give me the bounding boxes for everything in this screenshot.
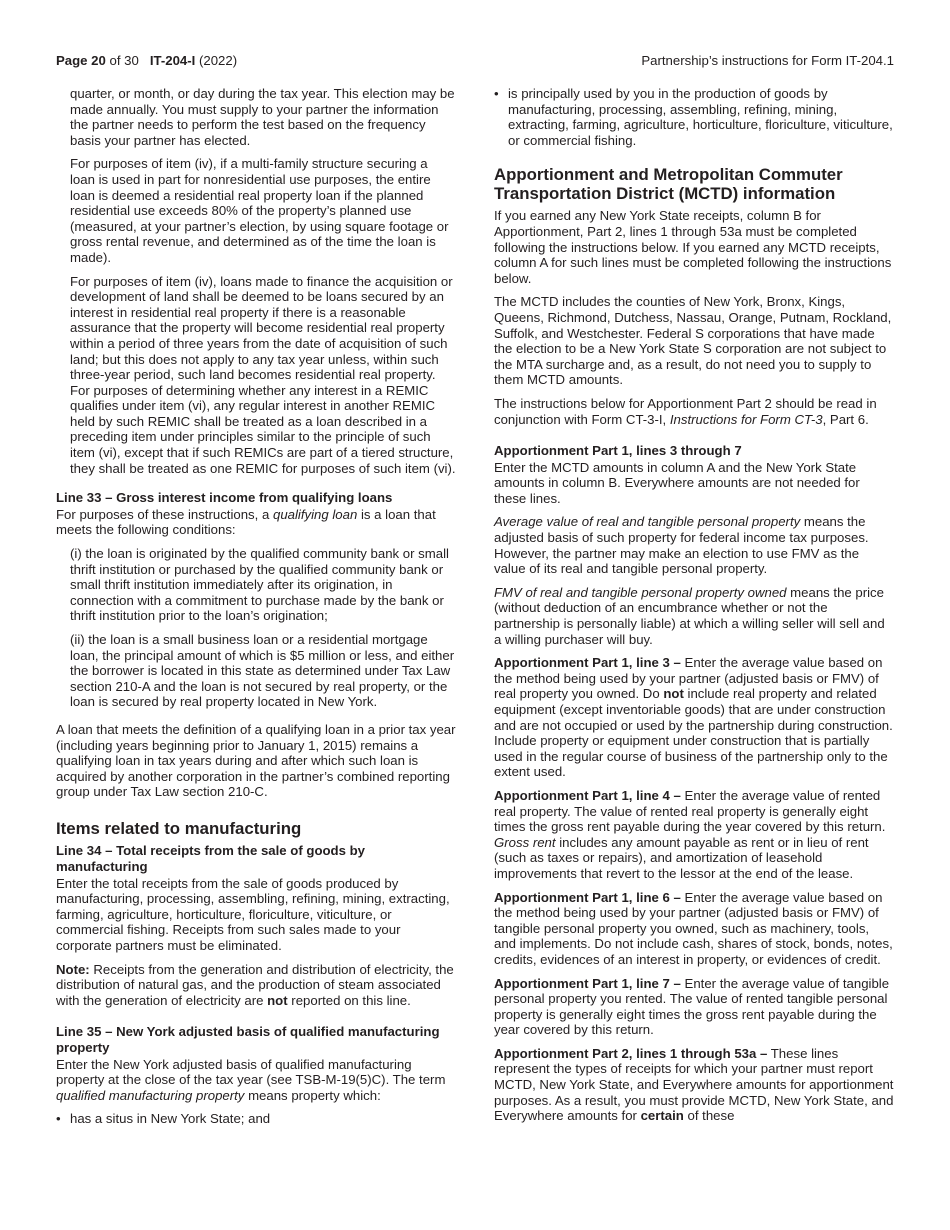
list-item (494, 86, 894, 148)
form-year: (2022) (195, 53, 238, 68)
emphasis-text: qualifying loan (272, 506, 358, 522)
line3-label: Apportionment Part 1, line 3 – (494, 655, 681, 671)
paragraph: If you earned any New York State receipts, column B for Apportionment, Part 2, lines 1 through 53a must be completed following the instructions below. If you earned any MCTD receipts, column A for such lines must be completed following the instructions below. (494, 208, 892, 286)
text: These lines represent the types of receipts for which your partner must report MCTD, New York State, and Everywhere amounts for apportionment purposes. As a result, you must provide MCTD, New York State, and Everywhere amounts for (494, 1045, 894, 1124)
paragraph: The MCTD includes the counties of New York, Bronx, Kings, Queens, Richmond, Dutchess, Nassau, Orange, Putnam, Rockland, Suffolk, and Westchester. Federal S corporations that have made the election to be a New York State S corporation are not subject to the MTA surcharge and, as a result, do not need you to supply to them MCTD amounts. (494, 294, 892, 388)
header-title: Partnership’s instructions for Form IT-204.1 (641, 53, 894, 68)
manufacturing-heading: Items related to manufacturing (56, 818, 302, 838)
text: Enter the average value based on the method being used by your partner (adjusted basis or FMV) of real property you owned. Do (494, 655, 883, 702)
text: Enter the average value of tangible personal property you rented. The value of rented tangible personal property is generally eight times the gross rent payable during the year covered by this return. (494, 975, 890, 1038)
text: means property which: (244, 1087, 381, 1103)
page-info (56, 53, 237, 68)
paragraph: quarter, or month, or day during the tax year. This election may be made annually. You must supply to your partner the information the partner needs to perform the test based on the frequency basis your partner has elected. (70, 86, 455, 148)
paragraph (494, 585, 894, 647)
bold-text: not (267, 992, 288, 1008)
note-label: Note: (56, 961, 90, 977)
paragraph (494, 890, 894, 968)
text: reported on this line. (287, 992, 411, 1008)
text: means the price (without deduction of an encumbrance whether or not the partnership is personally liable) at which a willing seller will sell and a willing purchaser will buy. (494, 584, 885, 647)
bold-text: certain (640, 1108, 684, 1124)
right-column (494, 86, 894, 1132)
emphasis-text: Gross rent (494, 834, 556, 850)
mctd-heading: Apportionment and Metropolitan Commuter Transportation District (MCTD) information (494, 165, 843, 203)
page-label: Page 20 (56, 53, 106, 68)
line35-heading: Line 35 – New York adjusted basis of qualified manufacturing property (56, 1024, 440, 1055)
text: Enter the average value of rented real property. The value of rented real property is generally eight times the gross rent payable during the year covered by this return. (494, 787, 886, 835)
paragraph: Enter the MCTD amounts in column A and the New York State amounts in column B. Everywhere amounts are not needed for these lines. (494, 459, 860, 506)
paragraph: Enter the total receipts from the sale of goods produced by manufacturing, processing, assembling, refining, mining, extracting, farming, agriculture, horticulture, floriculture, viticulture, or commercial fishing. Receipts from such sales made to your corporate partners must be eliminated. (56, 875, 450, 953)
text: of these (683, 1108, 735, 1124)
text: include real property and related equipment (except inventoriable goods) that are under construction and are not occupied or used by the partnership during construction. Include property or equipment under construction that is partially used in the regular course of business of the partnership only to the extent used. (494, 686, 893, 780)
condition-item: (i) the loan is originated by the qualified community bank or small thrift institution or purchased by the qualified community bank or small thrift institution immediately after its origination, in connection with a commitment to purchase made by the bank or thrift institution prior to the loan’s origination; (70, 546, 449, 624)
bullet-icon: • (494, 86, 499, 101)
list-item-text: is principally used by you in the production of goods by manufacturing, processing, assembling, refining, mining, extracting, farming, agriculture, horticulture, floriculture, viticulture, or commercial fishing. (508, 86, 893, 148)
text: is a loan that meets the following conditions: (56, 506, 436, 538)
bold-text: not (663, 686, 684, 702)
note-paragraph (56, 962, 456, 1009)
paragraph (494, 1046, 894, 1124)
line7-label: Apportionment Part 1, line 7 – (494, 975, 681, 991)
paragraph (494, 788, 894, 882)
text: Receipts from the generation and distribution of electricity, the distribution of natural gas, and the production of steam associated with the generation of electricity are (56, 961, 454, 1008)
condition-item: (ii) the loan is a small business loan or a residential mortgage loan, the principal amount of which is $5 million or less, and either the borrower is located in this state as determined under Tax Law section 210-A and the loan is not secured by real property, or the loan is secured by real property located in New York. (70, 632, 455, 710)
list-item-text: has a situs in New York State; and (70, 1111, 271, 1127)
part1-heading: Apportionment Part 1, lines 3 through 7 (494, 443, 742, 459)
paragraph (494, 396, 894, 427)
paragraph: A loan that meets the definition of a qualifying loan in a prior tax year (including years beginning prior to January 1, 2015) remains a qualifying loan in tax years during and after which such loan is acquired by another corporation in the partner’s combined reporting group under Tax Law section 210-C. (56, 721, 456, 800)
list-item (56, 1111, 456, 1127)
paragraph (494, 655, 894, 780)
paragraph (494, 514, 894, 576)
text: Enter the New York adjusted basis of qualified manufacturing property at the close of the tax year (see TSB-M-19(5)C). The term (56, 1056, 446, 1088)
emphasis-text: FMV of real and tangible personal property owned (494, 584, 787, 600)
text: For purposes of these instructions, a (56, 506, 273, 522)
line33-heading: Line 33 – Gross interest income from qualifying loans (56, 490, 393, 506)
paragraph (494, 976, 894, 1038)
line6-label: Apportionment Part 1, line 6 – (494, 889, 681, 905)
bullet-icon: • (56, 1111, 61, 1127)
page-of: of 30 (105, 53, 139, 68)
paragraph (56, 507, 456, 538)
text: Enter the average value based on the method being used by your partner (adjusted basis or FMV) of tangible personal property you owned, such as machinery, tools, and implements. Do not include cash, shares of stock, bonds, notes, credits, evidences of an interest in property, or evidences of credit. (494, 889, 893, 967)
left-column (56, 86, 456, 1131)
paragraph (56, 1057, 456, 1104)
emphasis-text: qualified manufacturing property (56, 1087, 245, 1103)
text: , Part 6. (822, 411, 869, 427)
paragraph: For purposes of item (iv), if a multi-family structure securing a loan is used in part for nonresidential use purposes, the entire loan is deemed a residential real property loan if the planned residential use exceeds 80% of the property’s planned use (measured, at your partner’s election, by using square footage or gross rental revenue, and determined as of the time the loan is made). (70, 156, 449, 265)
text: includes any amount payable as rent or in lieu of rent (such as taxes or repairs), and amortization of leasehold improvements that revert to the lessor at the end of the lease. (494, 834, 869, 881)
line34-heading: Line 34 – Total receipts from the sale of goods by manufacturing (56, 843, 365, 875)
emphasis-text: Average value of real and tangible personal property (494, 514, 801, 530)
emphasis-text: Instructions for Form CT-3 (669, 411, 823, 427)
paragraph: For purposes of item (iv), loans made to finance the acquisition or development of land shall be deemed to be loans secured by an interest in residential real property if there is a reasonable assurance that the property will become residential real property within a period of three years from the date of acquisition of such land; but this does not apply to any tax year unless, within such three-year period, such land becomes residential real property. For purposes of determining whether any interest in a REMIC qualifies under item (vi), any regular interest in another REMIC held by such REMIC shall be treated as a loan described in a preceding item under principles similar to the principle of such item (vi), except that if such REMICs are part of a tiered structure, they shall be treated as one REMIC for purposes of such item (vi). (70, 273, 456, 476)
text: means the adjusted basis of such property for federal income tax purposes. However, the partner may make an election to use FMV as the value of its real and tangible personal property. (494, 514, 869, 577)
form-id: IT-204-I (149, 53, 196, 68)
part2-label: Apportionment Part 2, lines 1 through 53a – (494, 1045, 768, 1061)
text: The instructions below for Apportionment Part 2 should be read in conjunction with Form CT-3-I, (494, 395, 877, 427)
page-header (56, 53, 894, 71)
line4-label: Apportionment Part 1, line 4 – (494, 787, 681, 803)
